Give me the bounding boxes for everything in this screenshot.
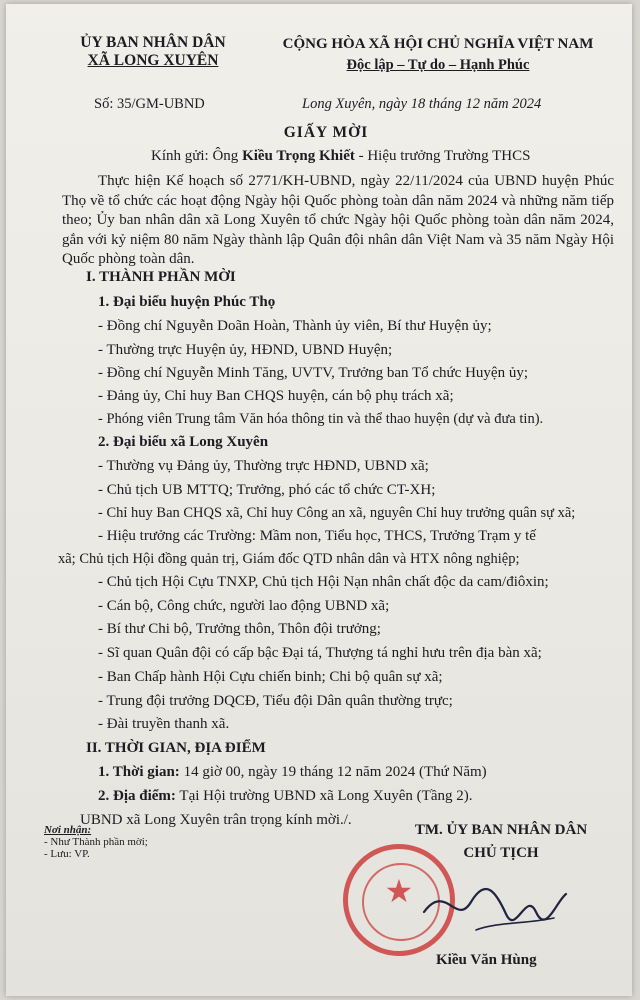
list-item: - Ban Chấp hành Hội Cựu chiến binh; Chi bộ quân sự xã; bbox=[98, 669, 443, 685]
national-motto: Độc lập – Tự do – Hạnh Phúc bbox=[346, 57, 530, 73]
document-page bbox=[6, 4, 632, 996]
event-time bbox=[98, 764, 487, 781]
list-item: - Trung đội trưởng DQCĐ, Tiểu đội Dân quân thường trực; bbox=[98, 693, 453, 709]
addressee bbox=[151, 148, 530, 165]
national-header bbox=[258, 36, 618, 74]
section-1-heading: I. THÀNH PHẦN MỜI bbox=[86, 269, 236, 285]
addressee-name: Kiều Trọng Khiết bbox=[242, 148, 355, 164]
place-value: Tại Hội trường UBND xã Long Xuyên (Tầng 2). bbox=[175, 788, 473, 804]
document-date: Long Xuyên, ngày 18 tháng 12 năm 2024 bbox=[302, 96, 542, 112]
intro-paragraph: Thực hiện Kế hoạch số 2771/KH-UBND, ngày 22/11/2024 của UBND huyện Phúc Thọ về tổ chức các hoạt động Ngày hội Quốc phòng toàn dân năm 2024 và những năm tiếp theo; Ủy ban nhân dân xã Long Xuyên tổ chức Ngày hội Quốc phòng toàn dân năm 2024, gắn với kỷ niệm 80 năm Ngày thành lập Quân đội nhân dân Việt Nam và 35 năm Ngày Hội Quốc phòng toàn dân. bbox=[62, 173, 614, 267]
seal-star-icon: ★ bbox=[384, 873, 414, 909]
recipients-block bbox=[44, 824, 148, 860]
list-item: - Hiệu trưởng các Trường: Mầm non, Tiểu học, THCS, Trưởng Trạm y tế bbox=[98, 528, 536, 544]
list-item: - Sĩ quan Quân đội có cấp bậc Đại tá, Thượng tá nghỉ hưu trên địa bàn xã; bbox=[98, 645, 542, 661]
group-2-heading: 2. Đại biểu xã Long Xuyên bbox=[98, 434, 269, 450]
time-value: 14 giờ 00, ngày 19 tháng 12 năm 2024 (Thứ Năm) bbox=[179, 764, 487, 780]
issuing-agency bbox=[48, 34, 258, 70]
recipient-item: - Lưu: VP. bbox=[44, 848, 90, 860]
group-1-heading: 1. Đại biểu huyện Phúc Thọ bbox=[98, 294, 276, 310]
list-item: - Chủ tịch Hội Cựu TNXP, Chủ tịch Hội Nạn nhân chất độc da cam/điôxin; bbox=[98, 574, 549, 590]
list-item: - Đồng chí Nguyễn Doãn Hoàn, Thành ủy viên, Bí thư Huyện ủy; bbox=[98, 318, 492, 334]
place-label: 2. Địa điểm: bbox=[98, 788, 176, 804]
list-item: - Thường vụ Đảng ủy, Thường trực HĐND, UBND xã; bbox=[98, 458, 429, 474]
closing-line: UBND xã Long Xuyên trân trọng kính mời./. bbox=[80, 812, 352, 828]
addressee-suffix: - Hiệu trưởng Trường THCS bbox=[354, 148, 531, 164]
recipient-item: - Như Thành phần mời; bbox=[44, 836, 148, 848]
signature-line-2: CHỦ TỊCH bbox=[463, 845, 539, 861]
event-place bbox=[98, 788, 473, 805]
list-item: - Đài truyền thanh xã. bbox=[98, 716, 230, 732]
list-item-continuation: xã; Chủ tịch Hội đồng quản trị, Giám đốc QTD nhân dân và HTX nông nghiệp; bbox=[58, 551, 520, 567]
recipients-heading: Nơi nhận: bbox=[44, 824, 92, 836]
addressee-prefix: Kính gửi: Ông bbox=[151, 148, 243, 164]
time-label: 1. Thời gian: bbox=[98, 764, 180, 780]
country-name: CỘNG HÒA XÃ HỘI CHỦ NGHĨA VIỆT NAM bbox=[282, 36, 594, 52]
agency-line-2: XÃ LONG XUYÊN bbox=[87, 52, 219, 69]
list-item: - Phóng viên Trung tâm Văn hóa thông tin và thể thao huyện (dự và đưa tin). bbox=[98, 411, 544, 427]
list-item: - Đồng chí Nguyễn Minh Tăng, UVTV, Trưởng ban Tổ chức Huyện ủy; bbox=[98, 365, 528, 381]
signer-name: Kiều Văn Hùng bbox=[436, 952, 537, 968]
list-item: - Chủ tịch UB MTTQ; Trưởng, phó các tổ chức CT-XH; bbox=[98, 482, 436, 498]
document-number: Số: 35/GM-UBND bbox=[94, 96, 205, 112]
list-item: - Thường trực Huyện ủy, HĐND, UBND Huyện; bbox=[98, 342, 393, 358]
section-2-heading: II. THỜI GIAN, ĐỊA ĐIỂM bbox=[86, 740, 266, 756]
list-item: - Đảng ủy, Chỉ huy Ban CHQS huyện, cán bộ phụ trách xã; bbox=[98, 388, 454, 404]
agency-line-1: ỦY BAN NHÂN DÂN bbox=[80, 34, 226, 51]
signature-line-1: TM. ỦY BAN NHÂN DÂN bbox=[414, 822, 588, 838]
handwritten-signature bbox=[416, 872, 576, 942]
list-item: - Cán bộ, Công chức, người lao động UBND xã; bbox=[98, 598, 390, 614]
list-item: - Chỉ huy Ban CHQS xã, Chỉ huy Công an xã, nguyên Chỉ huy trưởng quân sự xã; bbox=[98, 505, 576, 521]
list-item: - Bí thư Chi bộ, Trưởng thôn, Thôn đội trưởng; bbox=[98, 621, 381, 637]
document-title: GIẤY MỜI bbox=[283, 124, 369, 141]
